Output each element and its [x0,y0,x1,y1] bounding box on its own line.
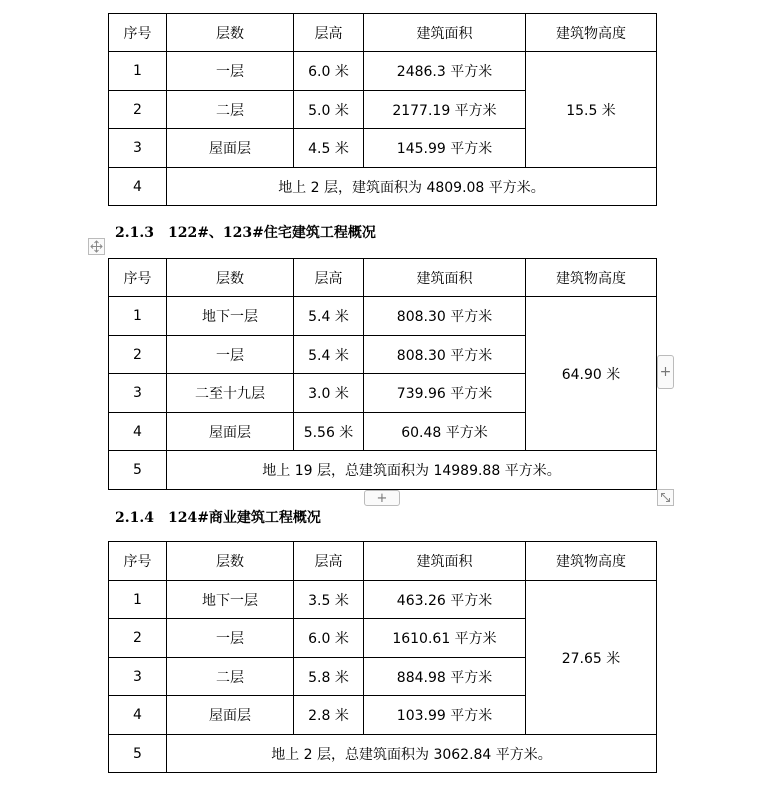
cell-building-height: 64.90 米 [526,297,657,451]
cell-height: 6.0 米 [294,52,364,91]
cell-summary: 地上 2 层，总建筑面积为 3062.84 平方米。 [167,735,657,773]
table-row [109,52,657,91]
cell-height: 3.5 米 [294,581,364,619]
cell-floor: 屋面层 [167,413,294,451]
header-cell: 建筑物高度 [526,542,657,581]
cell-height: 2.8 米 [294,696,364,735]
cell-floor: 地下一层 [167,581,294,619]
cell-no: 5 [109,735,167,773]
cell-building-height: 27.65 米 [526,581,657,735]
cell-no: 2 [109,336,167,374]
cell-area: 739.96 平方米 [364,374,526,413]
cell-floor: 一层 [167,52,294,91]
cell-height: 5.4 米 [294,297,364,336]
cell-floor: 地下一层 [167,297,294,336]
cell-summary: 地上 2 层，建筑面积为 4809.08 平方米。 [167,168,657,206]
table-row [109,297,657,336]
cell-area: 1610.61 平方米 [364,619,526,658]
table-header-row [109,14,657,52]
table-2 [108,258,657,490]
cell-summary: 地上 19 层，总建筑面积为 14989.88 平方米。 [167,451,657,490]
cell-height: 6.0 米 [294,619,364,658]
header-cell: 层数 [167,14,294,52]
header-cell: 建筑物高度 [526,14,657,52]
table-resize-handle[interactable] [657,489,674,506]
cell-area: 145.99 平方米 [364,129,526,168]
cell-no: 4 [109,696,167,735]
table-summary-row [109,168,657,206]
cell-area: 463.26 平方米 [364,581,526,619]
cell-area: 808.30 平方米 [364,297,526,336]
cell-floor: 二层 [167,658,294,696]
cell-area: 884.98 平方米 [364,658,526,696]
add-column-button[interactable]: + [657,355,674,389]
cell-area: 2177.19 平方米 [364,91,526,129]
cell-no: 4 [109,413,167,451]
cell-area: 103.99 平方米 [364,696,526,735]
cell-area: 2486.3 平方米 [364,52,526,91]
table-header-row [109,542,657,581]
cell-floor: 屋面层 [167,696,294,735]
cell-no: 2 [109,619,167,658]
resize-icon [660,492,671,503]
header-cell: 建筑面积 [364,259,526,297]
header-cell: 建筑物高度 [526,259,657,297]
table-1 [108,13,657,206]
cell-height: 3.0 米 [294,374,364,413]
add-row-button[interactable]: + [364,490,400,506]
move-icon [90,240,103,253]
cell-no: 1 [109,581,167,619]
header-cell: 序号 [109,259,167,297]
cell-area: 808.30 平方米 [364,336,526,374]
cell-floor: 二至十九层 [167,374,294,413]
cell-building-height: 15.5 米 [526,52,657,168]
section-heading-2-1-3: 2.1.3 122#、123#住宅建筑工程概况 [115,225,376,241]
cell-no: 1 [109,297,167,336]
cell-no: 3 [109,374,167,413]
cell-height: 5.0 米 [294,91,364,129]
cell-no: 5 [109,451,167,490]
header-cell: 层高 [294,14,364,52]
cell-height: 4.5 米 [294,129,364,168]
table-3 [108,541,657,773]
cell-area: 60.48 平方米 [364,413,526,451]
header-cell: 层高 [294,259,364,297]
cell-no: 4 [109,168,167,206]
cell-no: 1 [109,52,167,91]
table-row [109,581,657,619]
cell-floor: 一层 [167,619,294,658]
header-cell: 建筑面积 [364,542,526,581]
cell-no: 3 [109,658,167,696]
header-cell: 层高 [294,542,364,581]
header-cell: 层数 [167,542,294,581]
header-cell: 序号 [109,542,167,581]
table-summary-row [109,735,657,773]
cell-no: 3 [109,129,167,168]
cell-floor: 屋面层 [167,129,294,168]
table-move-handle[interactable] [88,238,105,255]
cell-no: 2 [109,91,167,129]
table-header-row [109,259,657,297]
cell-height: 5.8 米 [294,658,364,696]
section-heading-2-1-4: 2.1.4 124#商业建筑工程概况 [115,510,321,526]
cell-height: 5.4 米 [294,336,364,374]
cell-height: 5.56 米 [294,413,364,451]
header-cell: 层数 [167,259,294,297]
cell-floor: 二层 [167,91,294,129]
header-cell: 建筑面积 [364,14,526,52]
cell-floor: 一层 [167,336,294,374]
header-cell: 序号 [109,14,167,52]
table-summary-row [109,451,657,490]
